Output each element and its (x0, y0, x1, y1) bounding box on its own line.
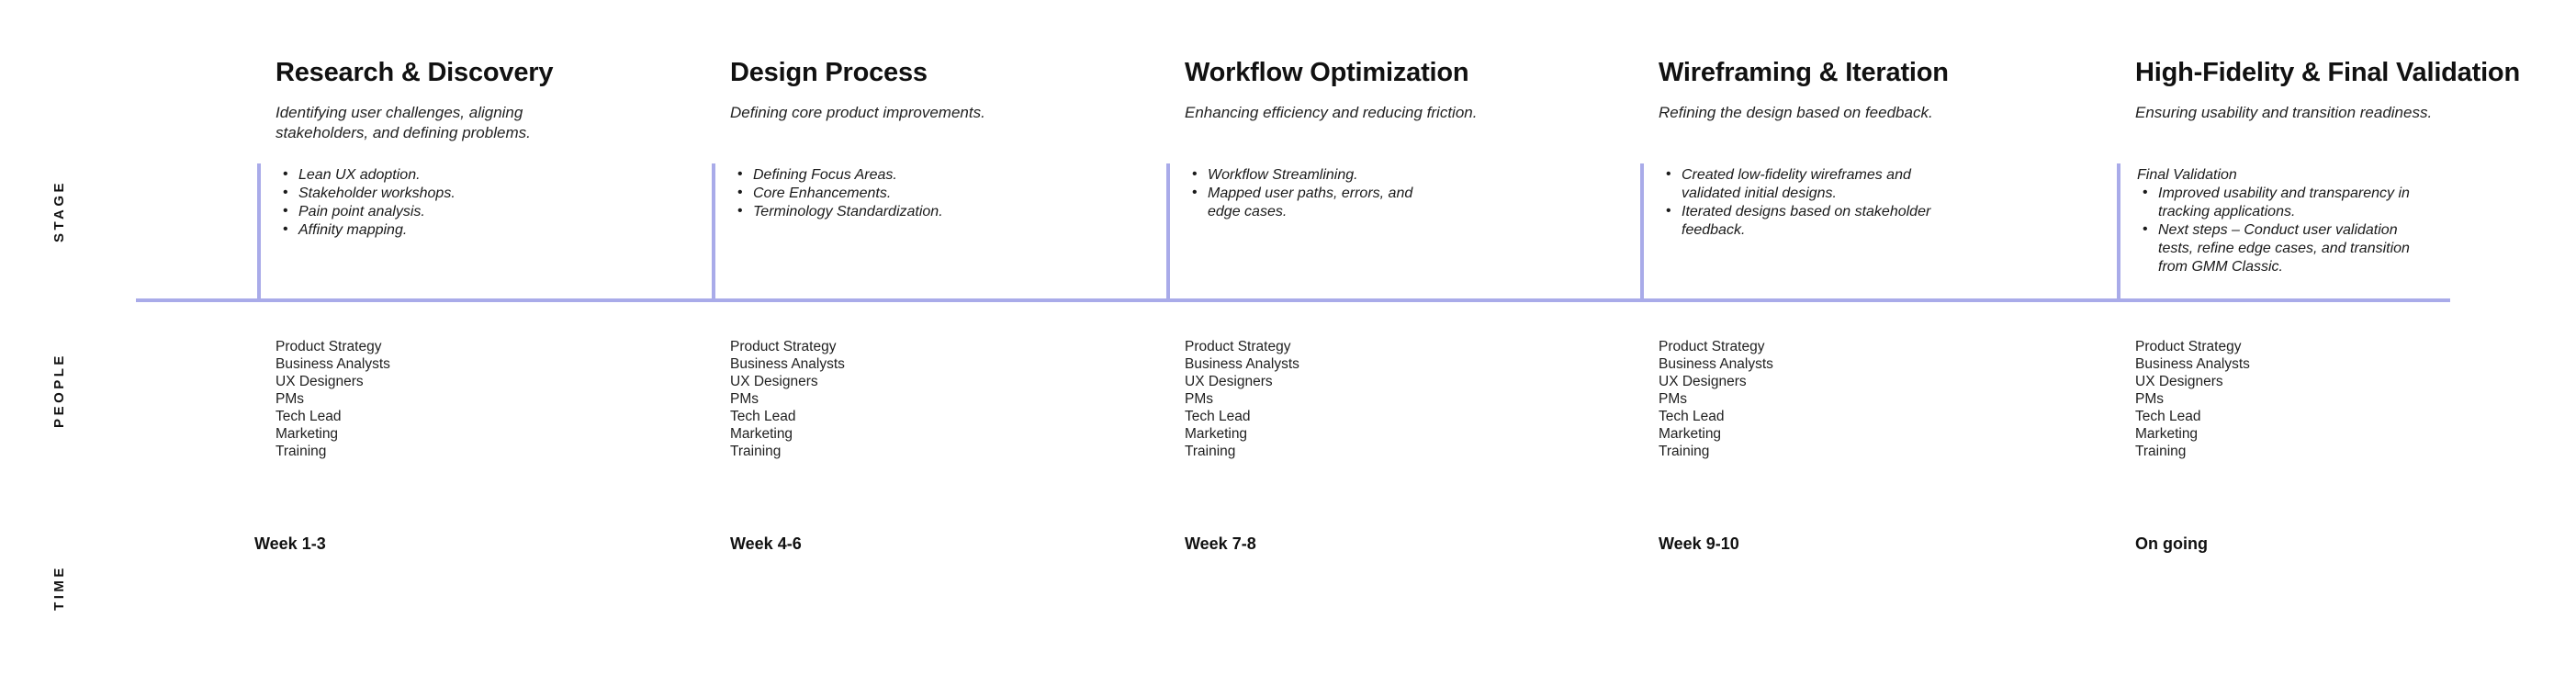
people-item: PMs (1659, 391, 1687, 407)
stage-box (1166, 163, 1627, 300)
time-value: Week 4-6 (730, 534, 802, 553)
phase-column-design-process (712, 0, 1166, 686)
phase-subtitle: Defining core product improvements. (730, 104, 985, 121)
stage-item: • Created low-fidelity wireframes and validated initial designs. (1660, 166, 1968, 203)
time-value: On going (2135, 534, 2208, 553)
phase-title: Wireframing & Iteration (1659, 58, 1949, 87)
phase-column-workflow-optimization (1166, 0, 1640, 686)
stage-box (257, 163, 699, 300)
phase-column-high-fidelity-final-validation (2117, 0, 2576, 686)
people-item: Training (1185, 444, 1236, 459)
phase-title: Design Process (730, 58, 928, 87)
stage-item: • Mapped user paths, errors, and edge cases. (1187, 185, 1436, 221)
phase-columns (254, 0, 2576, 686)
people-item: UX Designers (276, 374, 364, 389)
stage-item-list (277, 166, 699, 240)
phase-title: Workflow Optimization (1185, 58, 1469, 87)
row-label-time: TIME (51, 565, 67, 611)
people-item: Marketing (276, 426, 339, 442)
people-item: PMs (276, 391, 304, 407)
people-item: Product Strategy (1185, 339, 1291, 354)
people-item: UX Designers (1185, 374, 1273, 389)
stage-intro: Final Validation (2137, 167, 2237, 183)
people-item: PMs (2135, 391, 2164, 407)
phase-subtitle: Enhancing efficiency and reducing friction. (1185, 104, 1478, 121)
phase-title: High-Fidelity & Final Validation (2135, 58, 2520, 87)
phase-column-research-discovery (254, 0, 712, 686)
people-item: Business Analysts (730, 356, 845, 372)
phase-subtitle: Identifying user challenges, aligning stakeholders, and defining problems. (276, 104, 531, 141)
people-list (2135, 338, 2250, 460)
people-list (276, 338, 390, 460)
people-list (1185, 338, 1299, 460)
people-item: Marketing (2135, 426, 2199, 442)
phase-subtitle: Refining the design based on feedback. (1659, 104, 1933, 121)
people-item: Business Analysts (1185, 356, 1299, 372)
stage-box (1640, 163, 2104, 300)
people-item: UX Designers (2135, 374, 2223, 389)
people-item: Marketing (730, 426, 793, 442)
stage-item-list (1660, 166, 1968, 240)
people-item: UX Designers (1659, 374, 1747, 389)
stage-box (2117, 163, 2563, 300)
stage-item: • Pain point analysis. (277, 203, 699, 221)
time-value: Week 1-3 (254, 534, 326, 553)
stage-item: • Defining Focus Areas. (732, 166, 1153, 185)
stage-item: • Core Enhancements. (732, 185, 1153, 203)
stage-item: • Next steps – Conduct user validation tests, refine edge cases, and transition from GMM Classic. (2137, 221, 2413, 276)
people-item: Tech Lead (1185, 409, 1251, 424)
row-label-people: PEOPLE (51, 353, 67, 428)
people-item: Product Strategy (1659, 339, 1765, 354)
people-item: Tech Lead (1659, 409, 1725, 424)
people-item: PMs (730, 391, 759, 407)
stage-item-list (1187, 166, 1436, 221)
stage-item: • Lean UX adoption. (277, 166, 699, 185)
phase-title: Research & Discovery (276, 58, 554, 87)
people-item: Marketing (1185, 426, 1248, 442)
stage-item-list (2137, 185, 2413, 276)
people-item: Business Analysts (1659, 356, 1773, 372)
people-item: PMs (1185, 391, 1213, 407)
stage-item: • Terminology Standardization. (732, 203, 1153, 221)
people-item: Business Analysts (276, 356, 390, 372)
people-list (730, 338, 845, 460)
time-value: Week 7-8 (1185, 534, 1256, 553)
people-item: Marketing (1659, 426, 1722, 442)
phase-subtitle: Ensuring usability and transition readiness. (2135, 104, 2433, 121)
row-label-stage: STAGE (51, 179, 67, 243)
people-item: Product Strategy (2135, 339, 2242, 354)
stage-item: • Iterated designs based on stakeholder feedback. (1660, 203, 1968, 240)
time-value: Week 9-10 (1659, 534, 1739, 553)
stage-item: • Workflow Streamlining. (1187, 166, 1436, 185)
stage-item: • Affinity mapping. (277, 221, 699, 240)
stage-box (712, 163, 1153, 300)
phase-column-wireframing-iteration (1640, 0, 2117, 686)
people-item: Tech Lead (730, 409, 796, 424)
people-item: Product Strategy (730, 339, 837, 354)
people-item: Tech Lead (2135, 409, 2201, 424)
stage-item: • Improved usability and transparency in tracking applications. (2137, 185, 2413, 221)
people-item: Training (1659, 444, 1710, 459)
people-item: Business Analysts (2135, 356, 2250, 372)
people-item: Training (730, 444, 782, 459)
people-item: Product Strategy (276, 339, 382, 354)
stage-item-list (732, 166, 1153, 221)
stage-item: • Stakeholder workshops. (277, 185, 699, 203)
people-item: UX Designers (730, 374, 818, 389)
people-item: Training (2135, 444, 2187, 459)
people-item: Tech Lead (276, 409, 342, 424)
people-list (1659, 338, 1773, 460)
people-item: Training (276, 444, 327, 459)
